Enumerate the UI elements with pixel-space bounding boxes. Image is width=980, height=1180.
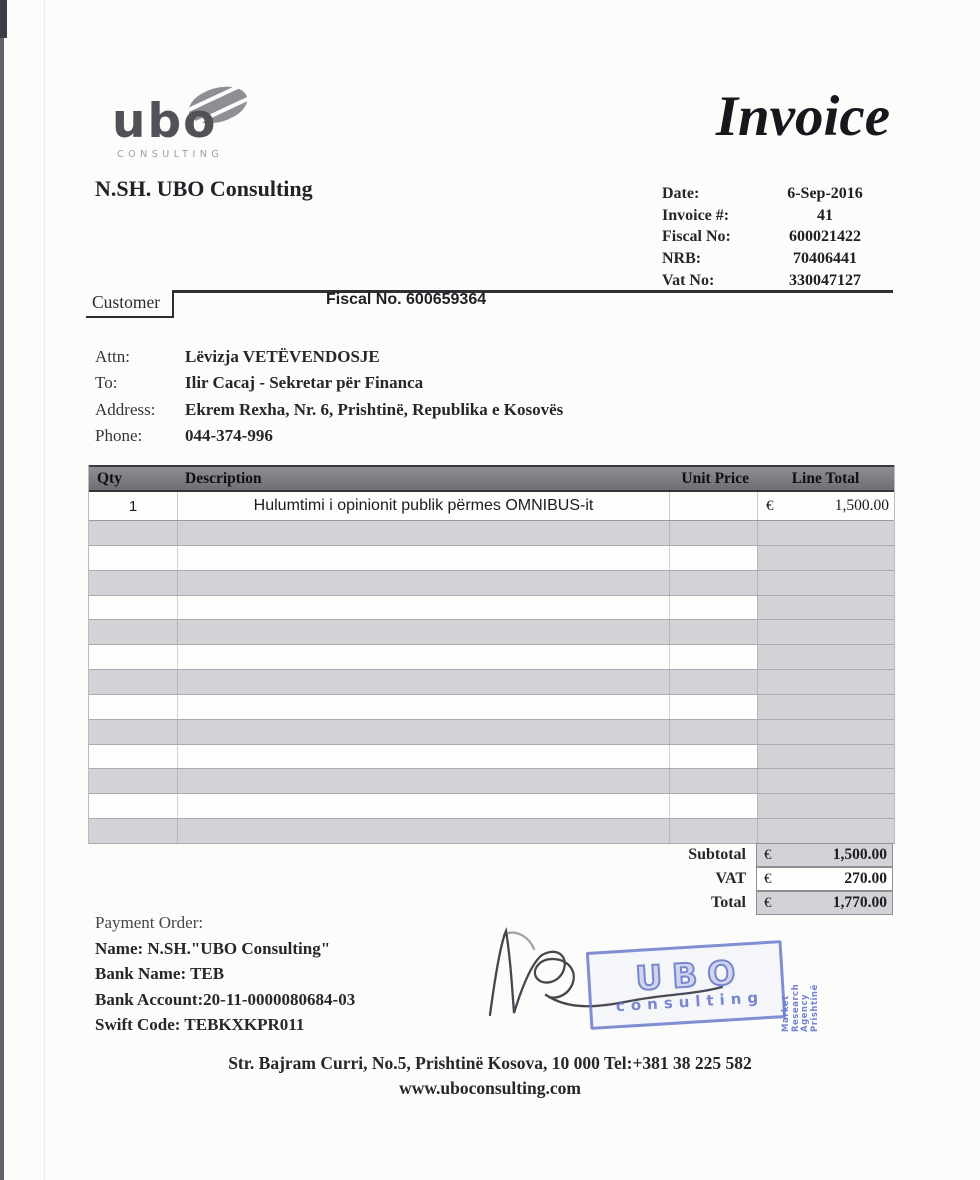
line-total-amount: 1,500.00 [834,497,889,514]
payment-bank-name-line: Bank Name: TEB [95,964,225,983]
table-empty-cell [669,819,757,843]
company-stamp [586,940,786,1030]
table-empty-cell [669,769,757,793]
table-empty-cell [89,819,177,843]
currency-symbol: € [764,846,772,863]
meta-value: 330047127 [789,272,861,290]
table-empty-cell [89,571,177,595]
logo-wordmark: ubo [112,94,218,149]
payment-order-block [95,910,355,1038]
table-empty-cell [177,794,669,818]
table-empty-cell [669,745,757,769]
meta-row-fiscal-no [662,227,890,249]
table-empty-row [89,819,894,844]
contact-label: To: [95,373,118,393]
payment-name-line: Name: N.SH."UBO Consulting" [95,938,331,958]
cell-line-total [757,492,894,520]
table-empty-cell [89,620,177,644]
vat-label: VAT [715,870,746,887]
footer-website: www.uboconsulting.com [399,1078,581,1098]
customer-label: Customer [92,292,161,312]
subtotal-label: Subtotal [688,846,746,863]
meta-row-nrb [662,248,890,270]
subtotal-cell [756,843,893,867]
meta-value: 70406441 [793,250,857,268]
contact-value: Ilir Cacaj - Sekretar për Financa [185,373,424,393]
table-empty-cell [669,571,757,595]
table-empty-cell [177,596,669,620]
contact-label: Phone: [95,426,143,446]
table-empty-cell [669,695,757,719]
table-empty-cell [669,620,757,644]
table-empty-cell [177,670,669,694]
payment-swift-code-line: Swift Code: TEBKXKPR011 [95,1015,305,1034]
table-empty-cell [757,670,894,694]
header-qty: Qty [97,469,122,487]
stamp-wordmark: UBO [634,952,747,999]
payment-order-title: Payment Order: [95,913,204,932]
meta-label: Date: [662,184,700,202]
table-empty-cell [89,596,177,620]
table-empty-cell [177,720,669,744]
table-empty-rows [89,521,894,844]
stamp-side-line: Market [781,995,791,1032]
table-empty-row [89,794,894,819]
table-empty-cell [89,720,177,744]
meta-label: NRB: [662,250,702,268]
vat-row [88,867,893,891]
table-empty-cell [669,521,757,545]
stamp-side-line: Agency [800,993,810,1032]
meta-label: Invoice #: [662,206,730,224]
contact-row-phone [95,423,563,449]
contact-value: Lëvizja VETËVENDOSJE [185,347,380,367]
table-empty-cell [757,596,894,620]
vat-cell [756,867,893,891]
stamp-side-line: Prishtinë [809,984,820,1032]
table-empty-row [89,521,894,546]
table-empty-row [89,596,894,621]
invoice-meta [662,183,890,292]
customer-fiscal-number: Fiscal No. 600659364 [326,291,487,308]
footer-block [0,1053,980,1099]
table-empty-cell [669,794,757,818]
paper-fold-line [44,0,45,1180]
table-empty-row [89,769,894,794]
contact-row-to [95,370,563,396]
vat-amount: 270.00 [844,870,887,887]
stamp-side-text [782,984,820,1032]
cell-qty: 1 [128,497,138,515]
table-empty-row [89,670,894,695]
table-empty-cell [177,546,669,570]
table-empty-cell [177,819,669,843]
subtotal-row [88,843,893,867]
table-empty-cell [757,546,894,570]
cell-unit-price [669,492,757,520]
subtotal-amount: 1,500.00 [832,846,887,863]
table-empty-cell [757,745,894,769]
table-empty-cell [89,521,177,545]
table-header-row [89,465,894,492]
table-empty-cell [757,620,894,644]
company-name: N.SH. UBO Consulting [95,176,313,201]
table-empty-cell [669,670,757,694]
total-label: Total [711,894,746,911]
table-empty-cell [757,521,894,545]
table-empty-cell [669,720,757,744]
table-empty-cell [177,571,669,595]
table-empty-cell [757,695,894,719]
stamp-subtitle: consulting [615,988,765,1016]
table-empty-cell [89,670,177,694]
contact-value: 044-374-996 [185,426,273,446]
customer-box-topline [172,290,893,293]
contact-label: Address: [95,399,156,419]
table-empty-cell [89,645,177,669]
table-empty-cell [89,769,177,793]
payment-bank-account-line: Bank Account:20-11-0000080684-03 [95,989,356,1009]
header-line-total: Line Total [791,469,860,487]
table-empty-cell [89,695,177,719]
total-amount: 1,770.00 [832,894,887,911]
table-empty-row [89,620,894,645]
scan-edge-artifact [0,0,4,1180]
table-empty-cell [177,620,669,644]
invoice-title: Invoice [715,85,890,148]
table-empty-cell [757,720,894,744]
customer-contact-block [95,344,563,449]
currency-symbol: € [764,894,772,911]
contact-label: Attn: [95,347,130,367]
contact-row-address [95,397,563,423]
table-empty-cell [757,645,894,669]
table-empty-cell [89,745,177,769]
customer-underline [86,316,174,318]
meta-value: 600021422 [789,228,861,246]
meta-value: 41 [817,206,833,224]
meta-row-vat-no [662,270,890,292]
table-empty-cell [669,645,757,669]
table-empty-cell [757,769,894,793]
table-empty-cell [669,546,757,570]
table-empty-row [89,745,894,770]
stamp-side-line: Research [790,983,801,1032]
table-empty-cell [89,794,177,818]
currency-symbol: € [764,870,772,887]
table-empty-row [89,546,894,571]
scan-corner-mark [0,0,7,38]
table-empty-row [89,695,894,720]
table-empty-row [89,720,894,745]
table-empty-cell [177,769,669,793]
meta-row-invoice-number [662,205,890,227]
meta-label: Fiscal No: [662,228,731,246]
table-empty-cell [177,645,669,669]
header-unit-price: Unit Price [681,469,749,487]
table-empty-cell [757,819,894,843]
table-empty-cell [669,596,757,620]
line-items-table [88,465,895,844]
totals-block [88,843,893,915]
header-description: Description [185,469,262,487]
meta-row-date [662,183,890,205]
table-empty-cell [177,745,669,769]
footer-address-line: Str. Bajram Curri, No.5, Prishtinë Kosova, 10 000 Tel:+381 38 225 582 [228,1053,752,1073]
table-empty-cell [177,695,669,719]
table-empty-row [89,645,894,670]
table-empty-cell [757,571,894,595]
currency-symbol: € [766,497,774,514]
meta-value: 6-Sep-2016 [787,184,863,202]
table-empty-cell [89,546,177,570]
table-empty-cell [757,794,894,818]
contact-value: Ekrem Rexha, Nr. 6, Prishtinë, Republika e Kosovës [185,399,564,419]
logo-subtitle: CONSULTING [117,149,224,160]
contact-row-attn [95,344,563,370]
meta-label: Vat No: [662,272,715,290]
table-empty-row [89,571,894,596]
table-row [89,492,894,521]
customer-box-vline [172,290,174,318]
total-cell [756,891,893,915]
cell-description: Hulumtimi i opinionit publik përmes OMNIBUS-it [177,492,669,520]
table-empty-cell [177,521,669,545]
